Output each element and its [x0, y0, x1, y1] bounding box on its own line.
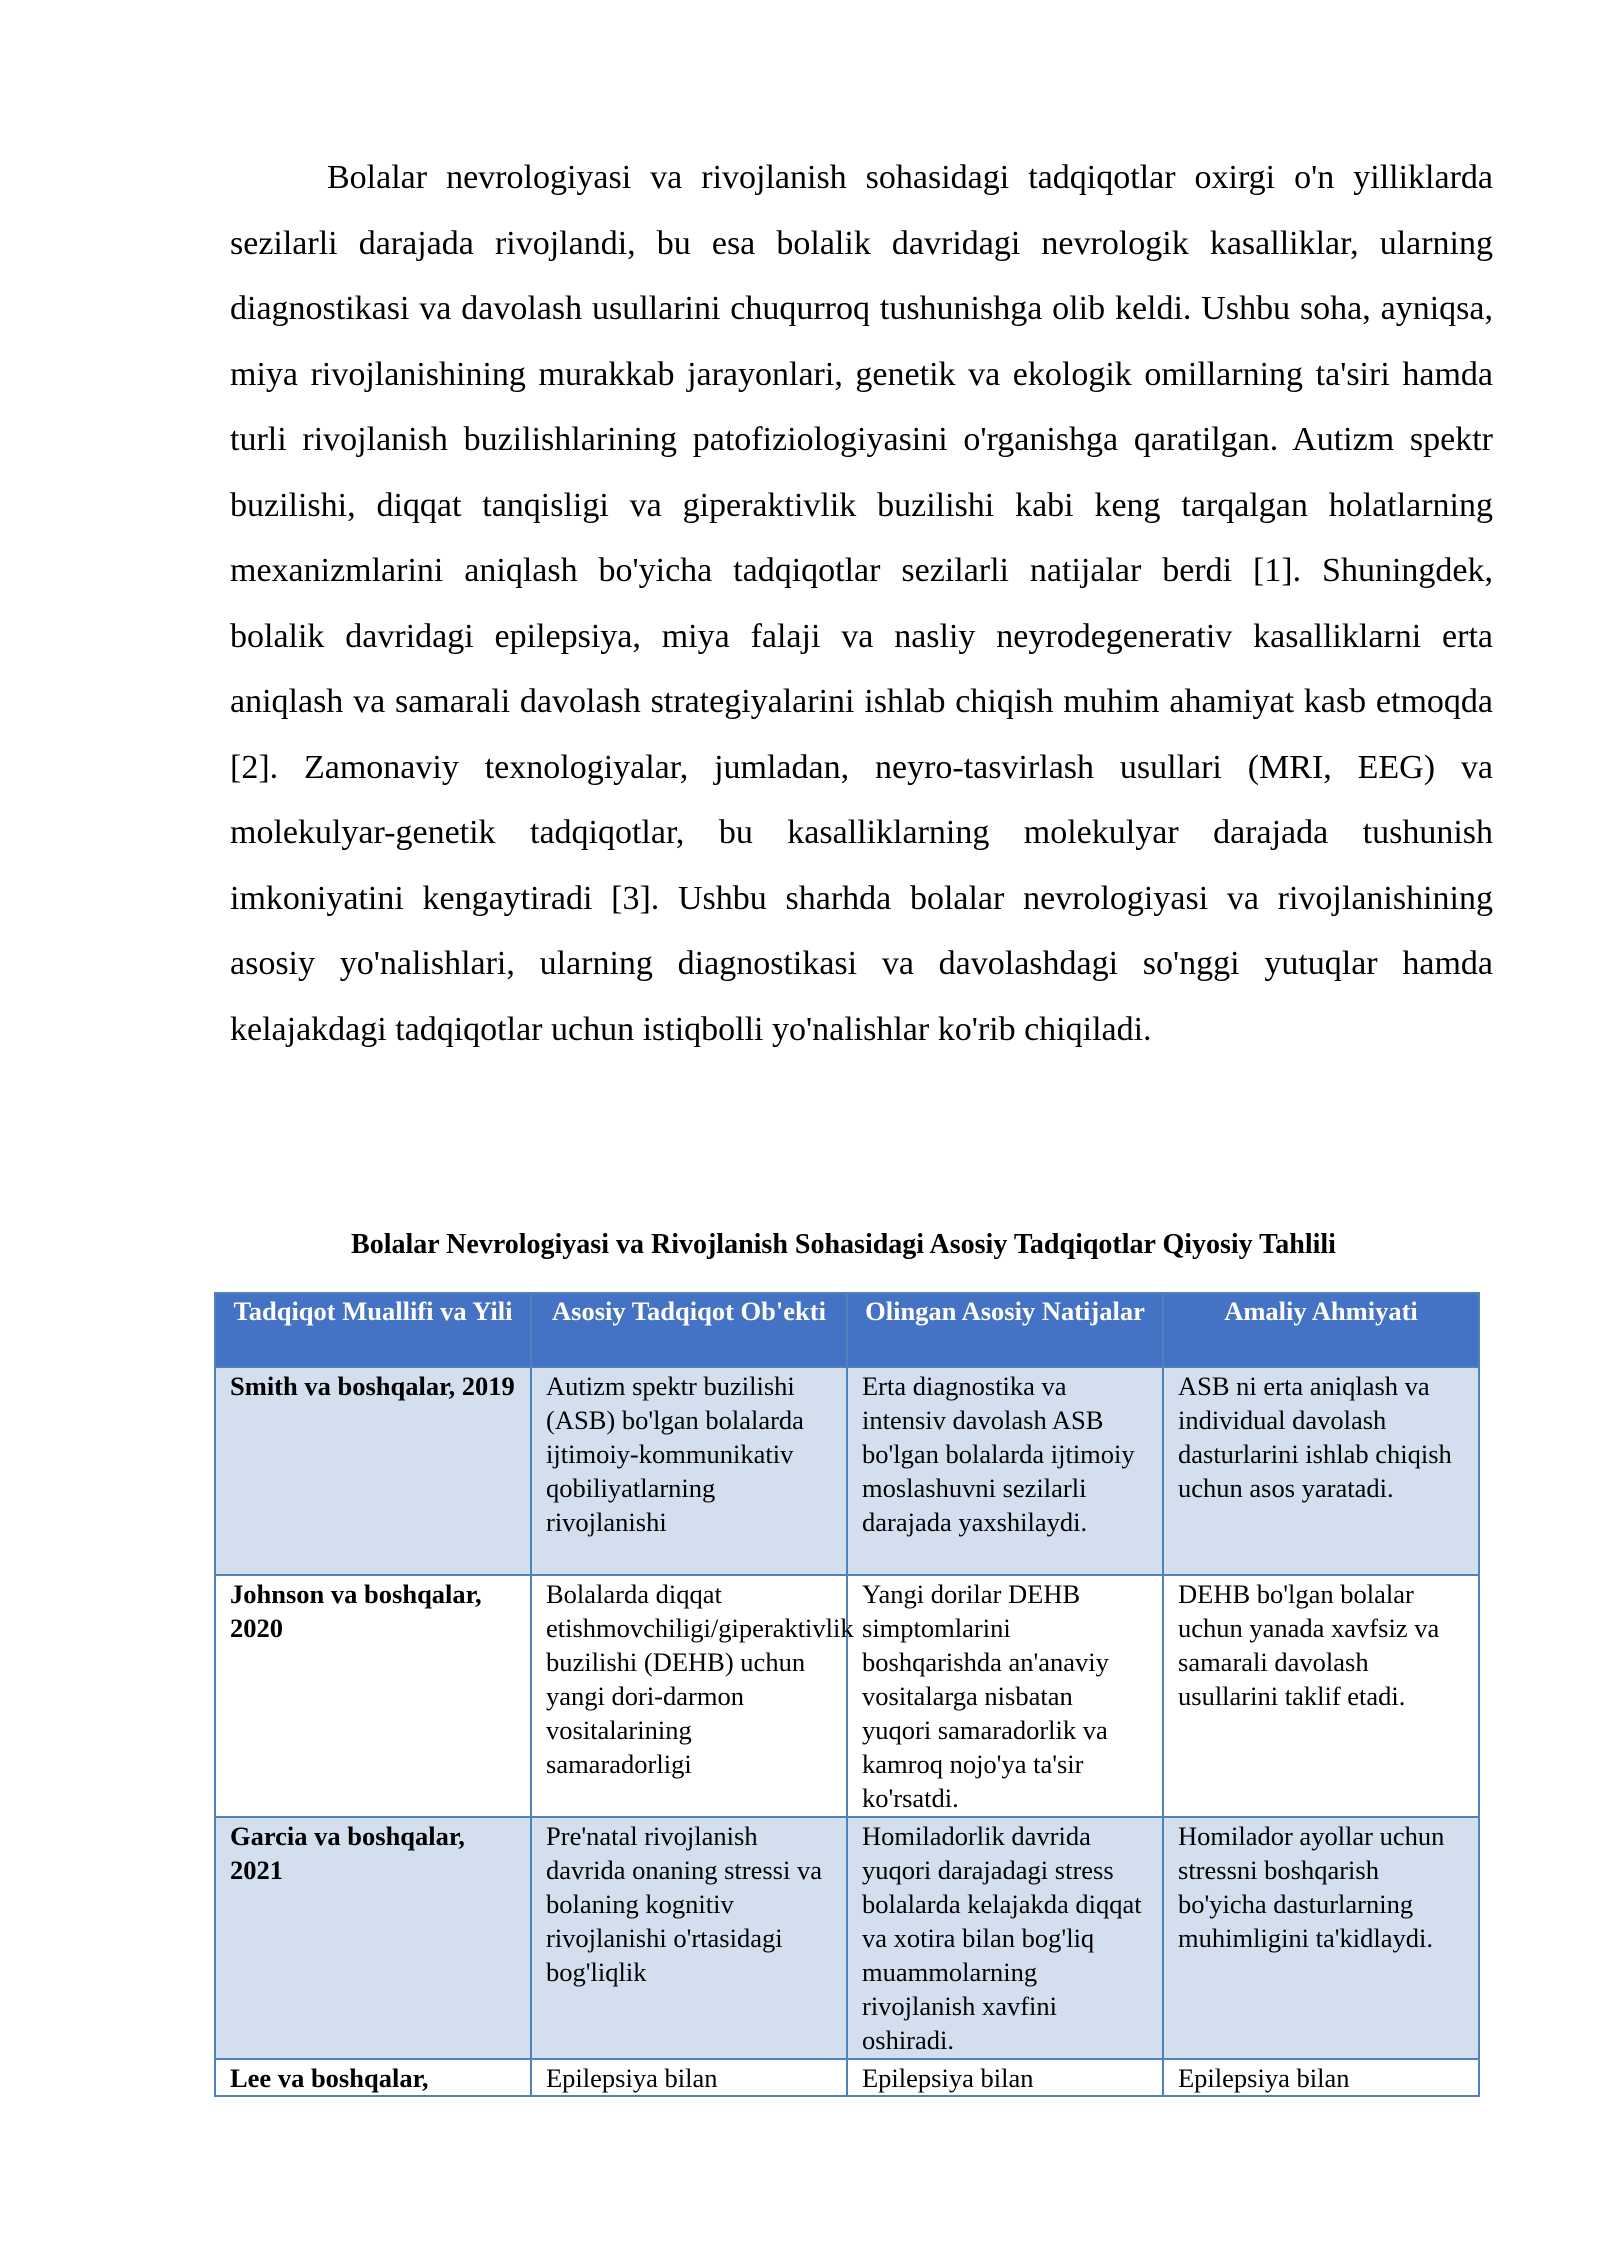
significance-cell: Homilador ayollar uchun stressni boshqarish bo'yicha dasturlarning muhimligini ta'kidlaydi. — [1163, 1817, 1479, 2059]
object-cell: Autizm spektr buzilishi (ASB) bo'lgan bolalarda ijtimoiy-kommunikativ qobiliyatlarning rivojlanishi — [531, 1367, 847, 1575]
author-cell: Smith va boshqalar, 2019 — [215, 1367, 531, 1575]
table-row — [215, 2059, 1479, 2096]
header-main-results: Olingan Asosiy Natijalar — [847, 1293, 1163, 1367]
significance-cell: DEHB bo'lgan bolalar uchun yanada xavfsiz va samarali davolash usullarini taklif etadi. — [1163, 1575, 1479, 1817]
object-cell: Epilepsiya bilan — [531, 2059, 847, 2096]
author-cell: Lee va boshqalar, — [215, 2059, 531, 2096]
author-cell: Johnson va boshqalar, 2020 — [215, 1575, 531, 1817]
table-row — [215, 1575, 1479, 1817]
table-row — [215, 1817, 1479, 2059]
document-page — [230, 145, 1493, 2093]
results-cell: Epilepsiya bilan — [847, 2059, 1163, 2096]
results-cell: Yangi dorilar DEHB simptomlarini boshqarishda an'anaviy vositalarga nisbatan yuqori samaradorlik va kamroq nojo'ya ta'sir ko'rsatdi. — [847, 1575, 1163, 1817]
results-cell: Erta diagnostika va intensiv davolash ASB bo'lgan bolalarda ijtimoiy moslashuvni sezilarli darajada yaxshilaydi. — [847, 1367, 1163, 1575]
table-header-row — [215, 1293, 1479, 1367]
object-cell: Pre'natal rivojlanish davrida onaning stressi va bolaning kognitiv rivojlanishi o'rtasidagi bog'liqlik — [531, 1817, 847, 2059]
author-cell: Garcia va boshqalar, 2021 — [215, 1817, 531, 2059]
body-paragraph: Bolalar nevrologiyasi va rivojlanish sohasidagi tadqiqotlar oxirgi o'n yilliklarda sezilarli darajada rivojlandi, bu esa bolalik davridagi nevrologik kasalliklar, ularning diagnostikasi va davolash usullarini chuqurroq tushunishga olib keldi. Ushbu soha, ayniqsa, miya rivojlanishining murakkab jarayonlari, genetik va ekologik omillarning ta'siri hamda turli rivojlanish buzilishlarining patofiziologiyasini o'rganishga qaratilgan. Autizm spektr buzilishi, diqqat tanqisligi va giperaktivlik buzilishi kabi keng tarqalgan holatlarning mexanizmlarini aniqlash bo'yicha tadqiqotlar sezilarli natijalar berdi [1]. Shuningdek, bolalik davridagi epilepsiya, miya falaji va nasliy neyrodegenerativ kasalliklarni erta aniqlash va samarali davolash strategiyalarini ishlab chiqish muhim ahamiyat kasb etmoqda [2]. Zamonaviy texnologiyalar, jumladan, neyro-tasvirlash usullari (MRI, EEG) va molekulyar-genetik tadqiqotlar, bu kasalliklarning molekulyar darajada tushunish imkoniyatini kengaytiradi [3]. Ushbu sharhda bolalar nevrologiyasi va rivojlanishining asosiy yo'nalishlari, ularning diagnostikasi va davolashdagi so'nggi yutuqlar hamda kelajakdagi tadqiqotlar uchun istiqbolli yo'nalishlar ko'rib chiqiladi. — [230, 159, 1493, 1048]
results-cell: Homiladorlik davrida yuqori darajadagi stress bolalarda kelajakda diqqat va xotira bilan bog'liq muammolarning rivojlanish xavfini oshiradi. — [847, 1817, 1163, 2059]
object-cell: Bolalarda diqqat etishmovchiligi/giperaktivlik buzilishi (DEHB) uchun yangi dori-darmon vositalarining samaradorligi — [531, 1575, 847, 1817]
significance-cell: ASB ni erta aniqlash va individual davolash dasturlarini ishlab chiqish uchun asos yaratadi. — [1163, 1367, 1479, 1575]
significance-cell: Epilepsiya bilan — [1163, 2059, 1479, 2096]
table-caption: Bolalar Nevrologiyasi va Rivojlanish Sohasidagi Asosiy Tadqiqotlar Qiyosiy Tahlili — [351, 1229, 1336, 1260]
table-row — [215, 1367, 1479, 1575]
header-author-year: Tadqiqot Muallifi va Yili — [215, 1293, 531, 1367]
research-comparison-table — [214, 1292, 1480, 2097]
header-practical-significance: Amaliy Ahmiyati — [1163, 1293, 1479, 1367]
header-research-object: Asosiy Tadqiqot Ob'ekti — [531, 1293, 847, 1367]
